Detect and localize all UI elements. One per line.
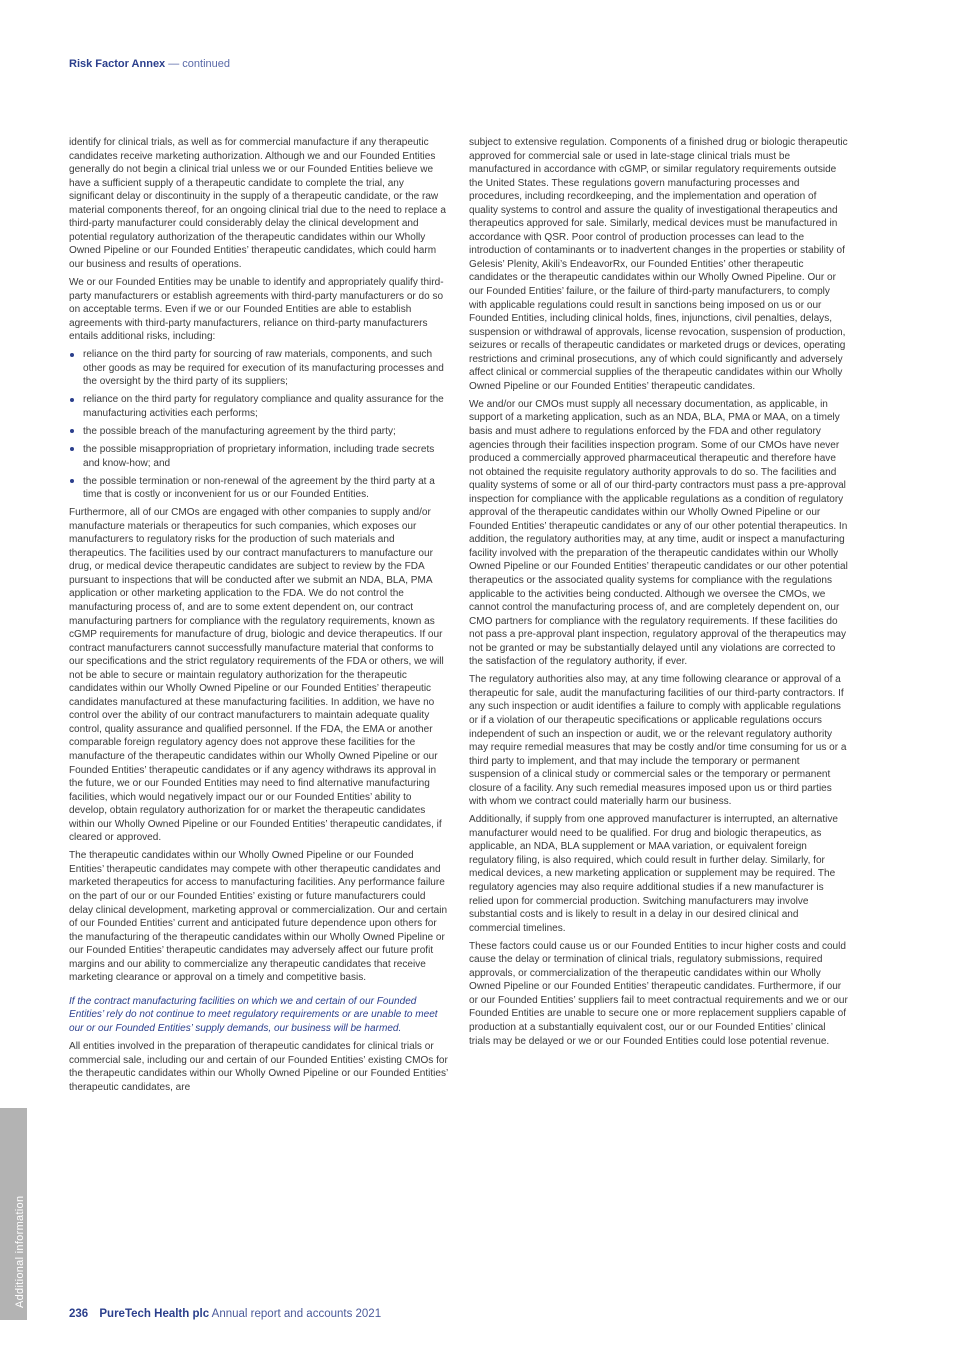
risk-list bbox=[69, 348, 448, 501]
side-section-tab bbox=[0, 1108, 27, 1320]
paragraph: We or our Founded Entities may be unable to identify and appropriately qualify third-party manufacturers or establish agreements with third-party manufacturers or do so on acceptable terms. Even if we or our Founded Entities are able to establish agreements with third-party manufacturers, reliance on third-party manufacturers entails additional risks, including: bbox=[69, 276, 444, 343]
paragraph: identify for clinical trials, as well as for commercial manufacture if any therapeutic candidates receive marketing authorization. Although we and our Founded Entities generally do not begin a clinical trial unless we or our Founded Entities believe we have a sufficient supply of a therapeutic candidate to complete the trial, any significant delay or discontinuity in the supply of a therapeutic candidate, or the raw material components thereof, for an ongoing clinical trial due to the need to replace a third-party manufacturer could considerably delay the clinical development and potential regulatory authorization of the therapeutic candidates within our Wholly Owned Pipeline or our Founded Entities’ therapeutic candidates, which could harm our business and results of operations. bbox=[69, 137, 446, 270]
page-footer bbox=[69, 1308, 381, 1320]
paragraph: subject to extensive regulation. Components of a finished drug or biologic therapeutic approved for commercial sale or used in late-stage clinical trials must be manufactured in accordance with cGMP, or similar regulatory requirements outside the United States. These regulations govern manufacturing processes and procedures, including recordkeeping, and the implementation and operation of quality systems to control and assure the quality of investigational therapeutics and therapeutics approved for sale. Similarly, medical devices must be manufactured in accordance with QSR. Poor control of production processes can lead to the introduction of contaminants or to inadvertent changes in the properties or stability of Gelesis’ Plenity, Akili’s EndeavorRx, our Founded Entities’ other therapeutic candidates or the therapeutic candidates within our Wholly Owned Pipeline. Our or our Founded Entities’ failure, or the failure of third-party manufacturers, to comply with applicable regulations could result in sanctions being imposed on us or our Founded Entities, including clinical holds, fines, injunctions, civil penalties, delays, suspension or withdrawal of approvals, license revocation, suspension of production, seizures or recalls of therapeutic candidates or marketed drugs or devices, operating restrictions and criminal prosecutions, any of which could significantly and adversely affect clinical or commercial supplies of the therapeutic candidates within our Wholly Owned Pipeline or our Founded Entities’ therapeutic candidates. bbox=[469, 137, 848, 392]
running-header bbox=[69, 58, 230, 70]
risk-subheading: If the contract manufacturing facilities on which we and certain of our Founded Entities’ rely do not continue to meet regulatory requirements or are unable to meet our or our Founded Entities’ supply demands, our business will be harmed. bbox=[69, 995, 438, 1034]
report-title: Annual report and accounts 2021 bbox=[211, 1308, 382, 1320]
paragraph: The regulatory authorities also may, at any time following clearance or approval of a therapeutic for sale, audit the manufacturing facilities of our third-party contractors. If any such inspection or audit identifies a failure to comply with applicable regulations or if a violation of our therapeutic specifications or applicable regulations occurs independent of such an inspection or audit, we or the relevant regulatory authority may require remedial measures that may be costly and/or time consuming for us or a third party to implement, and that may include the temporary or permanent suspension of a clinical study or commercial sales or the temporary or permanent closure of a facility. Any such remedial measures imposed upon us or third parties with whom we contract could materially harm our business. bbox=[469, 674, 847, 808]
paragraph: All entities involved in the preparation of therapeutic candidates for clinical trials or commercial sale, including our and certain of our Founded Entities’ existing CMOs for the therapeutic candidates within our Wholly Owned Pipeline or our Founded Entities’ therapeutic candidates, are bbox=[69, 1040, 448, 1093]
paragraph: We and/or our CMOs must supply all necessary documentation, as applicable, in support of a marketing application, such as an NDA, BLA, PMA or MAA, on a timely basis and must adhere to regulations enforced by the FDA and other regulatory agencies through their facilities inspection program. Some of our CMOs have never produced a commercially approved pharmaceutical therapeutic and therefore have not obtained the requisite regulatory authority approvals to do so. The facilities and quality systems of some or all of our third-party contractors must pass a pre-approval inspection for compliance with the applicable regulations as a condition of regulatory approval of the therapeutic candidates within our Wholly Owned Pipeline or our Founded Entities’ therapeutic candidates or any of our other potential therapeutics. In addition, the regulatory authorities may, at any time, audit or inspect a manufacturing facility involved with the preparation of the therapeutic candidates within our Wholly Owned Pipeline or our Founded Entities’ therapeutic candidates or our other potential therapeutics or the associated quality systems for compliance with the regulations applicable to the activities being conducted. Although we oversee the CMOs, we cannot control the manufacturing process of, and are completely dependent on, our CMO partners for compliance with the regulatory requirements. If these facilities do not pass a pre-approval plant inspection, regulatory approval of the therapeutics may not be granted or may be substantially delayed until any violations are corrected to the satisfaction of the regulatory authority, if ever. bbox=[469, 398, 848, 668]
left-column bbox=[69, 136, 448, 1099]
list-item-text: the possible misappropriation of proprietary information, including trade secrets and know-how; and bbox=[83, 443, 435, 469]
company-name: PureTech Health plc bbox=[99, 1308, 210, 1320]
list-item-text: reliance on the third party for regulatory compliance and quality assurance for the manufacturing activities each performs; bbox=[83, 394, 444, 419]
bullet-icon bbox=[70, 479, 74, 483]
right-column bbox=[469, 136, 848, 1053]
bullet-icon bbox=[70, 398, 74, 402]
paragraph: These factors could cause us or our Founded Entities to incur higher costs and could cause the delay or termination of clinical trials, regulatory submissions, required approvals, or commercialization of the therapeutic candidates within our Wholly Owned Pipeline or our Founded Entities’ therapeutic candidates. Furthermore, if our or our Founded Entities’ suppliers fail to meet contractual requirements and we or our Founded Entities are unable to secure one or more replacement suppliers capable of production at a substantially equivalent cost, our or our Founded Entities’ clinical trials may be delayed or we or our Founded Entities could lose potential revenue. bbox=[469, 940, 848, 1047]
list-item bbox=[69, 475, 448, 502]
paragraph: Additionally, if supply from one approved manufacturer is interrupted, an alternative manufacturer would need to be qualified. For drug and biologic therapeutics, as applicable, an NDA, BLA supplement or MAA variation, or equivalent foreign regulatory filing, is also required, which could result in further delay. Similarly, for medical devices, a new marketing application or supplement may be required. The regulatory agencies may also require additional studies if a new manufacturer is relied upon for commercial production. Switching manufacturers may involve substantial costs and is likely to result in a delay in our desired clinical and commercial timelines. bbox=[469, 814, 838, 934]
list-item-text: the possible breach of the manufacturing agreement by the third party; bbox=[83, 425, 396, 437]
list-item bbox=[69, 393, 448, 420]
list-item-text: reliance on the third party for sourcing of raw materials, components, and such other goods as may be required for execution of its manufacturing processes and the oversight by the third party of its suppliers; bbox=[83, 349, 444, 388]
list-item-text: the possible termination or non-renewal of the agreement by the third party at a time that is costly or inconvenient for us or our Founded Entities. bbox=[83, 475, 435, 501]
paragraph: The therapeutic candidates within our Wholly Owned Pipeline or our Founded Entities’ therapeutic candidates may compete with other therapeutic candidates and marketed therapeutics for access to manufacturing facilities. Any performance failure on the part of our or our Founded Entities’ existing or future manufacturers could delay clinical development, marketing approval or commercialization. Our and certain of our Founded Entities’ current and anticipated future dependence upon others for the manufacturing of the therapeutic candidates within our Wholly Owned Pipeline or our Founded Entities’ therapeutic candidates may adversely affect our future profit margins and our ability to commercialize any therapeutic candidates that receive marketing clearance or approval on a timely and competitive basis. bbox=[69, 850, 448, 984]
side-tab-label: Additional information bbox=[14, 1195, 26, 1308]
continued-label: — continued bbox=[168, 58, 231, 70]
bullet-icon bbox=[70, 447, 74, 451]
list-item bbox=[69, 348, 448, 389]
bullet-icon bbox=[70, 353, 74, 357]
section-title: Risk Factor Annex bbox=[69, 58, 166, 70]
paragraph: Furthermore, all of our CMOs are engaged with other companies to supply and/or manufacture materials or therapeutics for such companies, which exposes our manufacturers to regulatory risks for the production of such materials and therapeutics. The facilities used by our contract manufacturers to manufacture our drug, or medical device therapeutic candidates are subject to review by the FDA pursuant to inspections that will be conducted after we submit an NDA, BLA, PMA application or other marketing application to the FDA. We do not control the manufacturing process of, and are to some extent dependent on, our contract manufacturing partners for compliance with the regulatory requirements, known as cGMP requirements for manufacture of drug, biologic and device therapeutics. If our contract manufacturers cannot successfully manufacture material that conforms to our specifications and the strict regulatory requirements of the FDA or others, we will not be able to secure or maintain regulatory authorization for the therapeutic candidates within our Wholly Owned Pipeline or our Founded Entities’ therapeutic candidates manufactured at these manufacturing facilities. In addition, we have no control over the ability of our contract manufacturers to maintain adequate quality control, quality assurance and qualified personnel. If the FDA, the EMA or another comparable foreign regulatory agency does not approve these facilities for the manufacture of the therapeutic candidates within our Wholly Owned Pipeline or our Founded Entities’ therapeutic candidates or if any agency withdraws its approval in the future, we or our Founded Entities may need to find alternative manufacturing facilities, which would negatively impact our or our Founded Entities’ ability to develop, obtain regulatory authorization for or market the therapeutic candidates within our Wholly Owned Pipeline or our Founded Entities’ therapeutic candidates, if cleared or approved. bbox=[69, 507, 444, 844]
page-number: 236 bbox=[69, 1308, 89, 1320]
list-item bbox=[69, 443, 448, 470]
bullet-icon bbox=[70, 429, 74, 433]
list-item bbox=[69, 425, 448, 439]
